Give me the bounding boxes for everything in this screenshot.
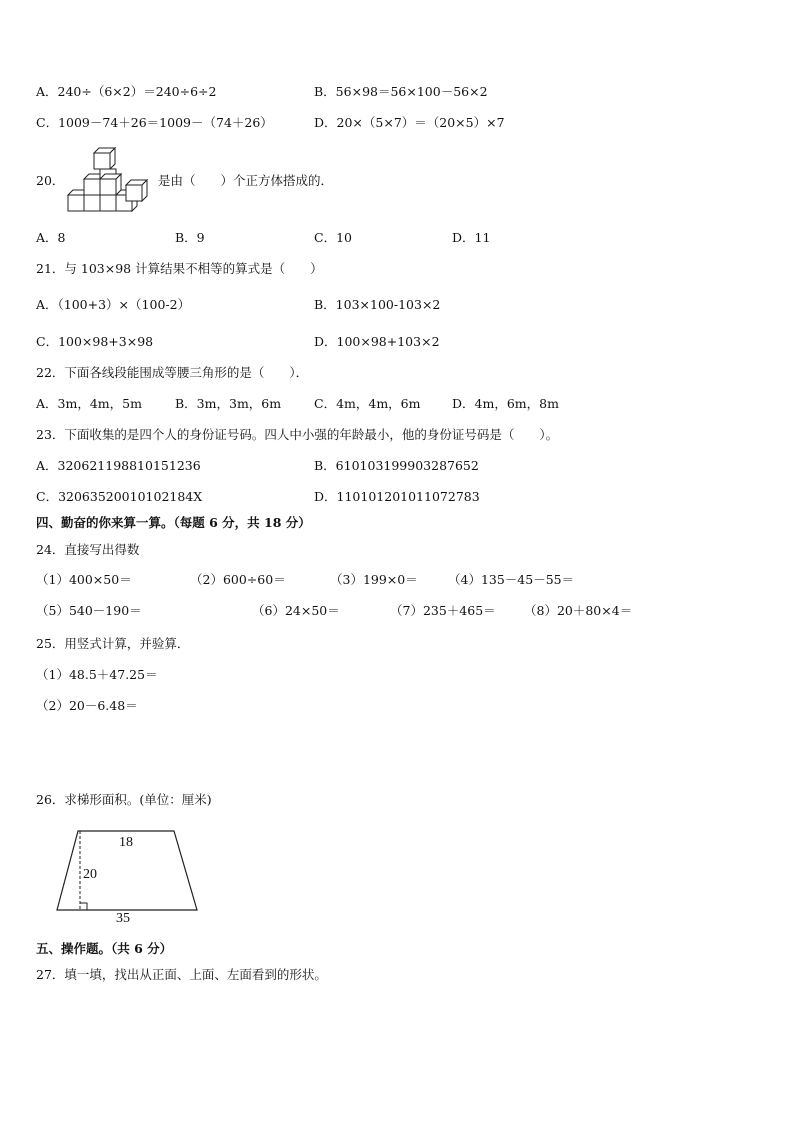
q24-item-2: （2）600÷60＝ (190, 572, 286, 587)
q20-question-text: 是由（ ）个正方体搭成的． (158, 173, 334, 188)
q22-option-a: A．3m，4m，5m (36, 396, 142, 411)
q19-option-b: B．56×98＝56×100－56×2 (314, 84, 488, 99)
q24-item-5: （5）540－190＝ (36, 603, 142, 618)
q22-option-b: B．3m，3m，6m (175, 396, 282, 411)
trapezoid-top-label: 18 (119, 835, 133, 850)
q23-option-c: C．32063520010102184X (36, 489, 203, 504)
q21-question-text: 21．与 103×98 计算结果不相等的算式是（ ） (36, 261, 323, 276)
q23-option-b: B．610103199903287652 (314, 458, 479, 473)
q25-item-2: （2）20－6.48＝ (36, 698, 138, 713)
q20-option-b: B．9 (175, 230, 205, 245)
q21-option-c: C．100×98+3×98 (36, 334, 154, 349)
q22-option-c: C．4m，4m，6m (314, 396, 421, 411)
q24-item-1: （1）400×50＝ (36, 572, 132, 587)
q21-option-d: D．100×98+103×2 (314, 334, 440, 349)
q27-question-text: 27．填一填，找出从正面、上面、左面看到的形状。 (36, 967, 327, 982)
trapezoid-height-label: 20 (83, 867, 97, 882)
section-5-heading: 五、操作题。（共 6 分） (36, 941, 173, 956)
q19-option-d: D．20×（5×7）＝（20×5）×7 (314, 115, 505, 130)
q22-question-text: 22．下面各线段能围成等腰三角形的是（ ）． (36, 365, 309, 380)
q25-item-1: （1）48.5＋47.25＝ (36, 667, 158, 682)
q19-option-c: C．1009－74＋26＝1009－（74＋26） (36, 115, 273, 130)
q20-option-a: A．8 (36, 230, 66, 245)
q24-item-7: （7）235＋465＝ (390, 603, 496, 618)
q24-item-4: （4）135－45－55＝ (448, 572, 575, 587)
q23-option-a: A．320621198810151236 (36, 458, 201, 473)
q22-option-d: D．4m，6m，8m (452, 396, 559, 411)
trapezoid-bottom-label: 35 (116, 911, 130, 926)
q24-question-text: 24．直接写出得数 (36, 542, 140, 557)
q25-question-text: 25．用竖式计算，并验算． (36, 636, 190, 651)
q19-option-a: A．240÷（6×2）＝240÷6÷2 (36, 84, 217, 99)
trapezoid-figure (50, 824, 204, 928)
section-4-heading: 四、勤奋的你来算一算。（每题 6 分，共 18 分） (36, 515, 311, 530)
q23-option-d: D．110101201011072783 (314, 489, 480, 504)
cube-stack-figure (64, 143, 154, 215)
q24-item-8: （8）20＋80×4＝ (524, 603, 633, 618)
q21-option-b: B．103×100-103×2 (314, 297, 441, 312)
q26-question-text: 26．求梯形面积。(单位：厘米) (36, 792, 212, 807)
q21-option-a: A．（100+3）×（100-2） (36, 297, 191, 312)
q20-option-d: D．11 (452, 230, 491, 245)
q24-item-6: （6）24×50＝ (252, 603, 340, 618)
q23-question-text: 23．下面收集的是四个人的身份证号码。四人中小强的年龄最小，他的身份证号码是（ ）。 (36, 427, 559, 442)
q24-item-3: （3）199×0＝ (330, 572, 418, 587)
q20-number: 20． (36, 173, 65, 188)
q20-option-c: C．10 (314, 230, 352, 245)
